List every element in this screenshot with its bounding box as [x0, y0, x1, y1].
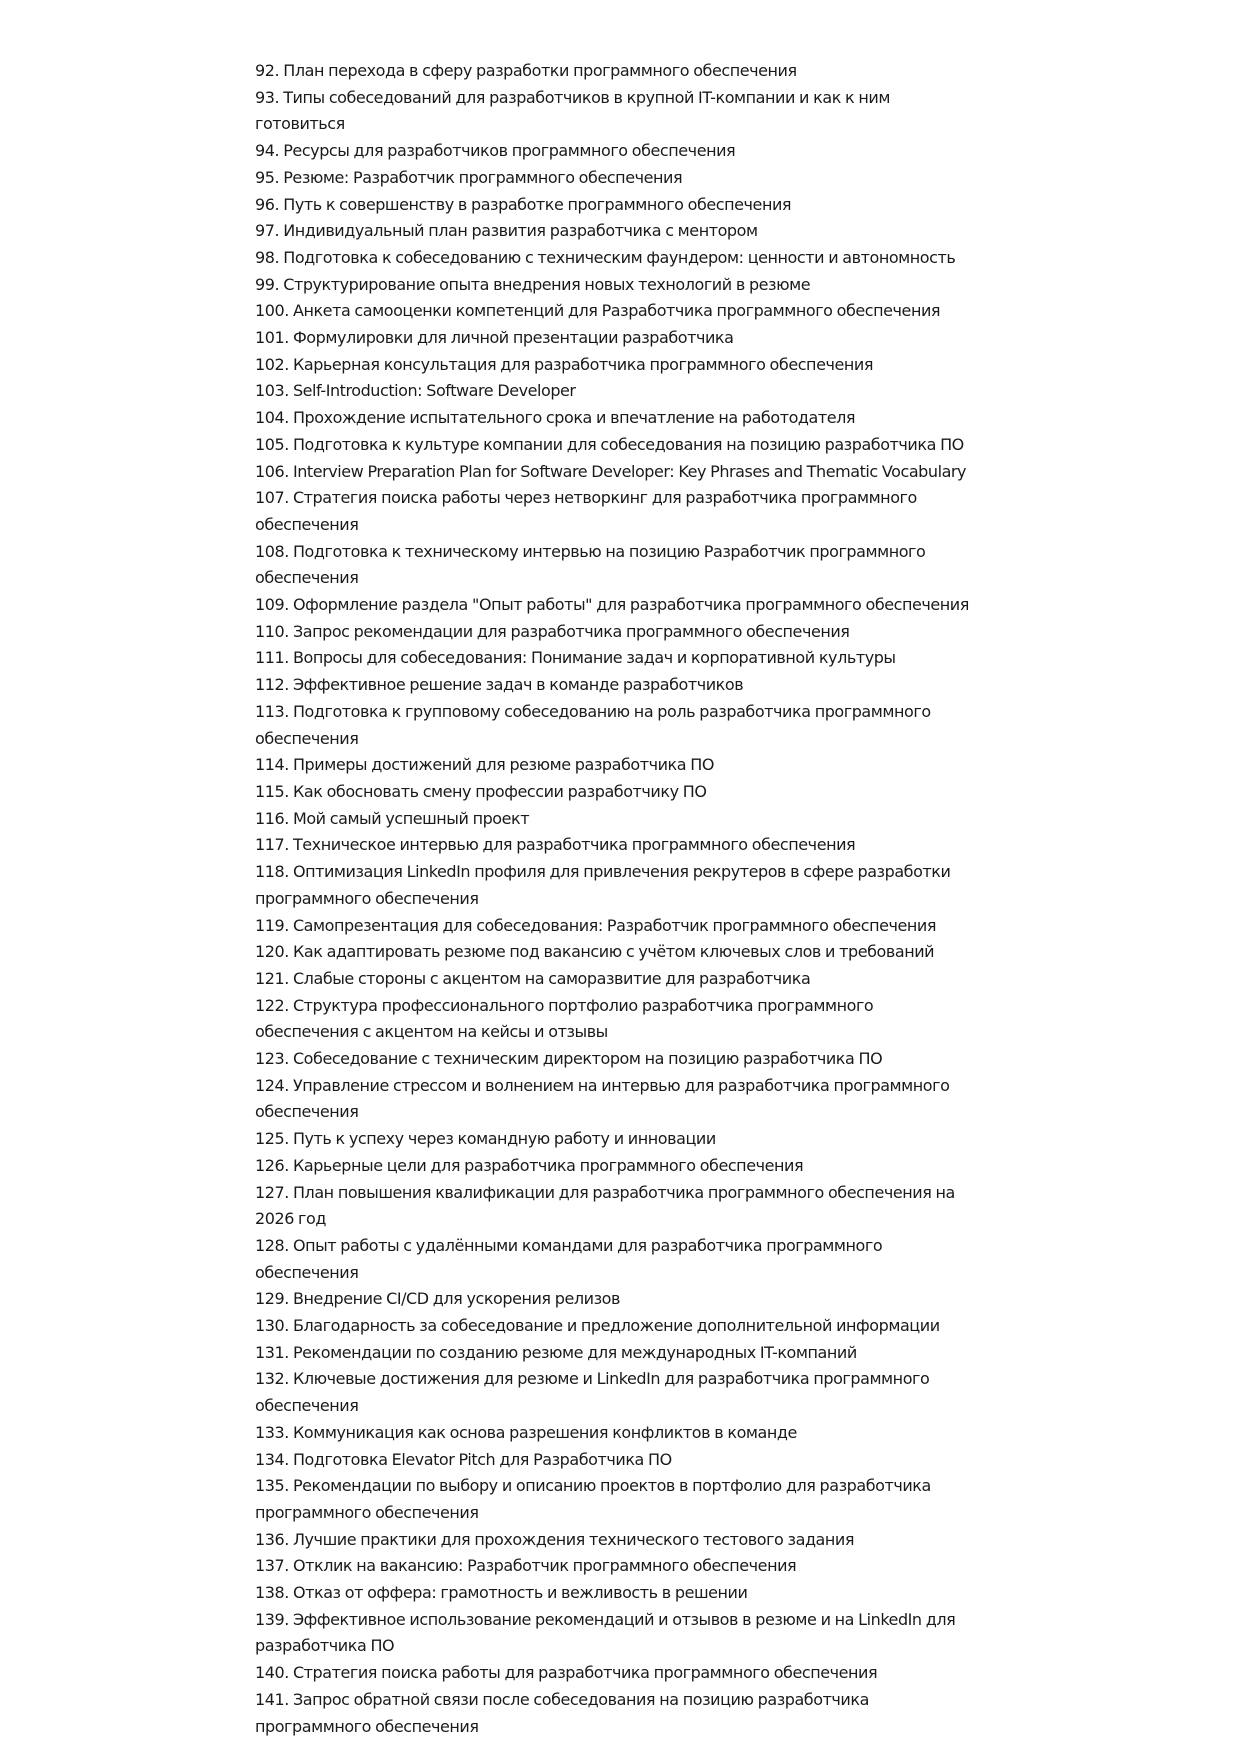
list-item: 132. Ключевые достижения для резюме и LinkedIn для разработчика программного обеспечения	[255, 1369, 930, 1416]
list-item: 125. Путь к успеху через командную работу и инновации	[255, 1129, 716, 1149]
list-item: 100. Анкета самооценки компетенций для Разработчика программного обеспечения	[255, 301, 941, 321]
list-item: 126. Карьерные цели для разработчика программного обеспечения	[255, 1155, 804, 1175]
list-item: 110. Запрос рекомендации для разработчика программного обеспечения	[255, 621, 850, 641]
list-item: 130. Благодарность за собеседование и предложение дополнительной информации	[255, 1316, 940, 1336]
list-item: 101. Формулировки для личной презентации разработчика	[255, 328, 734, 348]
list-item: 109. Оформление раздела "Опыт работы" для разработчика программного обеспечения	[255, 595, 969, 615]
list-item: 122. Структура профессионального портфолио разработчика программного обеспечения с акцентом на кейсы и отзывы	[255, 995, 874, 1042]
list-item: 96. Путь к совершенству в разработке программного обеспечения	[255, 194, 792, 214]
list-item: 106. Interview Preparation Plan for Software Developer: Key Phrases and Thematic Vocabulary	[255, 461, 967, 481]
list-item: 107. Стратегия поиска работы через нетворкинг для разработчика программного обеспечения	[255, 488, 917, 534]
list-item: 129. Внедрение CI/CD для ускорения релизов	[255, 1289, 620, 1309]
list-item: 104. Прохождение испытательного срока и впечатление на работодателя	[255, 408, 856, 428]
list-item: 114. Примеры достижений для резюме разработчика ПО	[255, 755, 714, 775]
list-item: 120. Как адаптировать резюме под вакансию с учётом ключевых слов и требований	[255, 942, 935, 962]
list-item: 127. План повышения квалификации для разработчика программного обеспечения на 2026 год	[255, 1182, 955, 1229]
list-item: 95. Резюме: Разработчик программного обеспечения	[255, 167, 683, 187]
list-item: 111. Вопросы для собеседования: Понимание задач и корпоративной культуры	[255, 648, 896, 668]
list-item: 103. Self-Introduction: Software Developer	[255, 381, 576, 401]
list-item: 113. Подготовка к групповому собеседованию на роль разработчика программного обеспечения	[255, 701, 931, 748]
list-item: 138. Отказ от оффера: грамотность и вежливость в решении	[255, 1583, 748, 1603]
list-item: 135. Рекомендации по выбору и описанию проектов в портфолио для разработчика программного обеспечения	[255, 1476, 931, 1522]
list-item: 123. Собеседование с техническим директором на позицию разработчика ПО	[255, 1049, 883, 1069]
list-item: 119. Самопрезентация для собеседования: Разработчик программного обеспечения	[255, 915, 937, 935]
list-item: 141. Запрос обратной связи после собеседования на позицию разработчика программного обеспечения	[255, 1689, 869, 1736]
list-item: 97. Индивидуальный план развития разработчика с ментором	[255, 221, 758, 241]
list-item: 133. Коммуникация как основа разрешения конфликтов в команде	[255, 1422, 797, 1442]
list-item: 131. Рекомендации по созданию резюме для международных IT-компаний	[255, 1342, 857, 1362]
list-item: 92. План перехода в сферу разработки программного обеспечения	[255, 61, 797, 80]
list-item: 98. Подготовка к собеседованию с техническим фаундером: ценности и автономность	[255, 247, 956, 267]
list-item: 134. Подготовка Elevator Pitch для Разработчика ПО	[255, 1449, 672, 1469]
list-item: 112. Эффективное решение задач в команде разработчиков	[255, 675, 744, 695]
list-item: 105. Подготовка к культуре компании для собеседования на позицию разработчика ПО	[255, 434, 964, 454]
list-item: 99. Структурирование опыта внедрения новых технологий в резюме	[255, 274, 811, 294]
toc-list	[255, 58, 980, 1740]
list-item: 115. Как обосновать смену профессии разработчику ПО	[255, 781, 707, 801]
list-item: 94. Ресурсы для разработчиков программного обеспечения	[255, 141, 736, 161]
list-item: 108. Подготовка к техническому интервью на позицию Разработчик программного обеспечения	[255, 541, 926, 588]
list-item: 136. Лучшие практики для прохождения технического тестового задания	[255, 1529, 855, 1549]
list-item: 117. Техническое интервью для разработчика программного обеспечения	[255, 835, 856, 855]
document-page	[255, 58, 980, 1740]
list-item: 118. Оптимизация LinkedIn профиля для привлечения рекрутеров в сфере разработки программного обеспечения	[255, 862, 951, 908]
list-item: 137. Отклик на вакансию: Разработчик программного обеспечения	[255, 1556, 797, 1576]
list-item: 102. Карьерная консультация для разработчика программного обеспечения	[255, 354, 873, 374]
list-item: 128. Опыт работы с удалёнными командами для разработчика программного обеспечения	[255, 1235, 883, 1282]
list-item: 139. Эффективное использование рекомендаций и отзывов в резюме и на LinkedIn для разработчика ПО	[255, 1609, 956, 1656]
list-item: 116. Мой самый успешный проект	[255, 808, 530, 828]
list-item: 124. Управление стрессом и волнением на интервью для разработчика программного обеспечения	[255, 1075, 950, 1122]
list-item: 121. Слабые стороны с акцентом на саморазвитие для разработчика	[255, 968, 811, 988]
list-item: 93. Типы собеседований для разработчиков в крупной IT-компании и как к ним готовиться	[255, 87, 890, 134]
list-item: 140. Стратегия поиска работы для разработчика программного обеспечения	[255, 1663, 878, 1683]
